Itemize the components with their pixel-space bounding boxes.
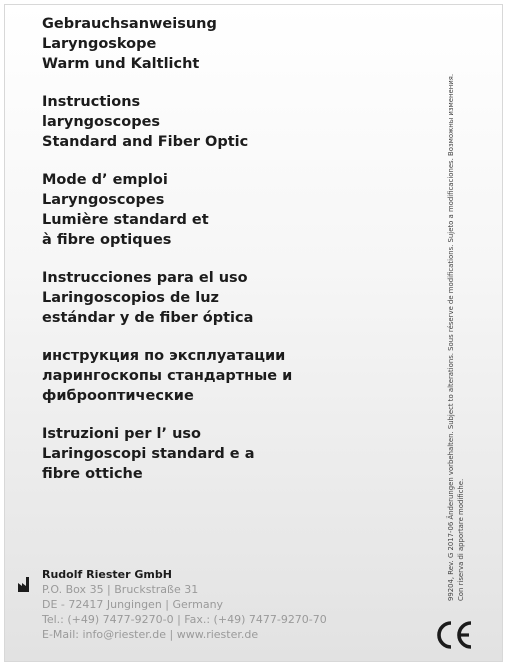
revision-note-line: Con riserva di apportare modifiche. (457, 478, 465, 601)
title-line: Warm und Kaltlicht (42, 56, 200, 72)
revision-note (446, 11, 466, 601)
title-line: laryngoscopes (42, 114, 161, 130)
contact-phone-fax: Tel.: (+49) 7477-9270-0 | Fax.: (+49) 7477-9270-70 (42, 613, 327, 626)
contact-email-web: E-Mail: info@riester.de | www.riester.de (42, 628, 259, 641)
title-block (42, 268, 422, 328)
title-line: Lumière standard et (42, 212, 209, 228)
title-line: Laringoscopios de luz (42, 290, 219, 306)
title-line: à fibre optiques (42, 232, 172, 248)
title-line: fibre ottiche (42, 466, 143, 482)
title-line: Instructions (42, 94, 141, 110)
ce-mark-icon (432, 619, 476, 656)
factory-icon (17, 575, 32, 598)
address-line: P.O. Box 35 | Bruckstraße 31 (42, 583, 199, 596)
title-line: Istruzioni per l’ uso (42, 426, 201, 442)
title-line: Laryngoscopes (42, 192, 165, 208)
title-line: Gebrauchsanweisung (42, 16, 217, 32)
title-line: ларингоскопы стандартные и (42, 368, 293, 384)
address-line: DE - 72417 Jungingen | Germany (42, 598, 224, 611)
title-block (42, 170, 422, 250)
title-line: Mode d’ emploi (42, 172, 168, 188)
title-blocks (42, 14, 422, 502)
title-line: Laringoscopi standard e a (42, 446, 255, 462)
manufacturer-block (42, 567, 327, 642)
title-line: инструкция по эксплуатации (42, 348, 286, 364)
revision-note-line: 99204, Rev. G 2017-06 Änderungen vorbehalten. Subject to alterations. Sous réserve de modifications. Sujeto a modificaciones. Возможны изменения. (447, 73, 455, 601)
title-line: фиброоптические (42, 388, 194, 404)
title-block (42, 92, 422, 152)
title-block (42, 424, 422, 484)
title-block (42, 346, 422, 406)
title-line: estándar y de fiber óptica (42, 310, 254, 326)
title-line: Instrucciones para el uso (42, 270, 248, 286)
company-name: Rudolf Riester GmbH (42, 568, 172, 581)
title-line: Standard and Fiber Optic (42, 134, 249, 150)
title-line: Laryngoskope (42, 36, 157, 52)
title-block (42, 14, 422, 74)
